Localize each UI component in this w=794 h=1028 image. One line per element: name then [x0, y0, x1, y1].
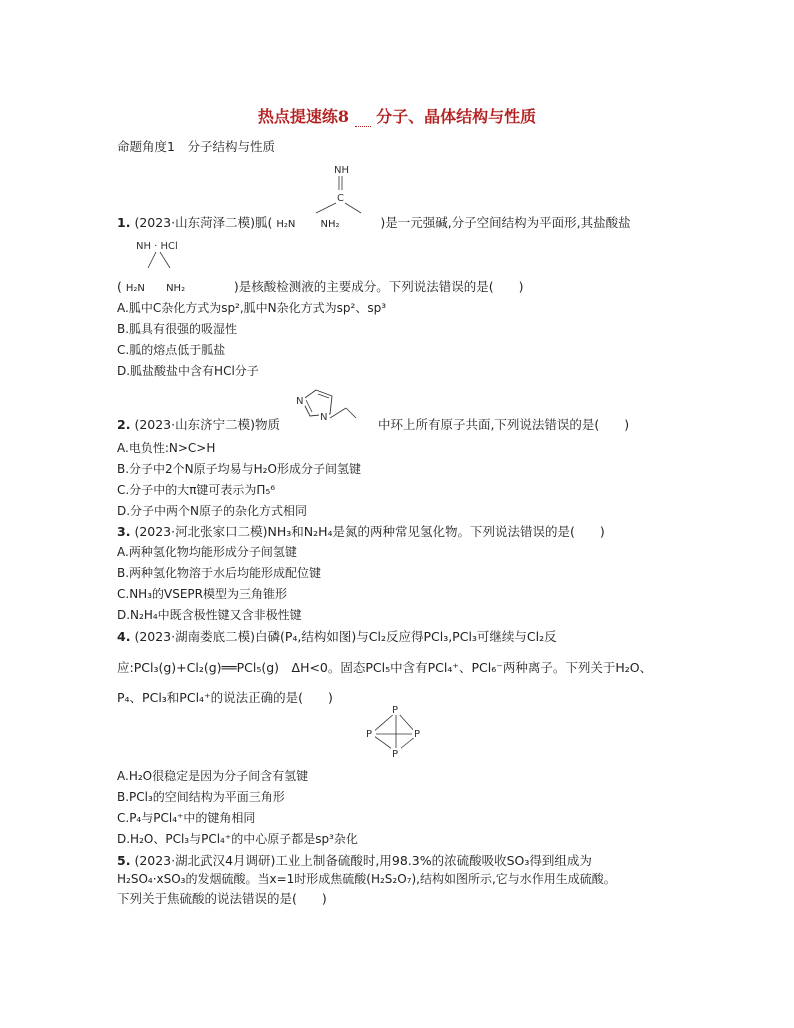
section-heading: 命题角度1 分子结构与性质: [117, 139, 275, 154]
p4-atom-left: P: [366, 729, 373, 740]
q3-option-b: B.两种氢化物溶于水后均能形成配位键: [117, 566, 322, 580]
q2-option-d: D.分子中两个N原子的杂化方式相同: [117, 504, 308, 518]
mol1-center: C: [337, 193, 344, 204]
q1-text1: )是一元强碱,分子空间结构为平面形,其盐酸盐: [380, 215, 631, 230]
q4-option-c: C.P₄与PCl₄⁺中的键角相同: [117, 811, 256, 825]
p4-tetrahedron: [340, 703, 430, 761]
q1-text2: )是核酸检测液的主要成分。下列说法错误的是( ): [233, 279, 524, 294]
q4-line1: [117, 627, 557, 645]
q4-option-d: D.H₂O、PCl₃与PCl₄⁺的中心原子都是sp³杂化: [117, 832, 358, 846]
q1-number: 1.: [117, 215, 131, 230]
q1-option-d: D.胍盐酸盐中含有HCl分子: [117, 364, 259, 378]
q1-paren: (: [117, 279, 122, 294]
page-title: [0, 104, 794, 127]
q5-line1: [117, 851, 592, 869]
p4-atom-bottom: P: [392, 749, 399, 760]
mol2-top: NH · HCl: [136, 241, 178, 252]
q2-option-c: C.分子中的大π键可表示为Π₅⁶: [117, 483, 276, 497]
mol1-right: NH₂: [320, 219, 340, 230]
q4-line3: P₄、PCl₃和PCl₄⁺的说法正确的是( ): [117, 690, 333, 705]
q4-text1: (2023·湖南娄底二模)白磷(P₄,结构如图)与Cl₂反应得PCl₃,PCl₃可继续与Cl₂反: [134, 629, 557, 644]
q5-line3: 下列关于焦硫酸的说法错误的是( ): [117, 891, 327, 906]
q2-option-a: A.电负性:N>C>H: [117, 441, 216, 455]
mol1-left: H₂N: [276, 219, 296, 230]
mol1-top: NH: [334, 165, 349, 176]
q2-option-b: B.分子中2个N原子均易与H₂O形成分子间氢键: [117, 462, 361, 476]
q4-number: 4.: [117, 629, 131, 644]
q3-text: (2023·河北张家口二模)NH₃和N₂H₄是氮的两种常见氢化物。下列说法错误的是( ): [134, 524, 605, 539]
q1-line2: [117, 277, 524, 295]
q1-mol2-bottom: [126, 283, 230, 294]
q1-option-a: A.胍中C杂化方式为sp²,胍中N杂化方式为sp²、sp³: [117, 301, 387, 315]
q5-number: 5.: [117, 853, 131, 868]
p4-atom-top: P: [392, 705, 399, 716]
q4-line2: 应:PCl₃(g)+Cl₂(g)══PCl₅(g) ΔH<0。固态PCl₅中含有PCl₄⁺、PCl₆⁻两种离子。下列关于H₂O、: [117, 660, 653, 675]
q3-option-d: D.N₂H₄中既含极性键又含非极性键: [117, 608, 302, 622]
q2-text1: 中环上所有原子共面,下列说法错误的是( ): [377, 417, 630, 432]
q4-option-a: A.H₂O很稳定是因为分子间含有氢键: [117, 769, 309, 783]
q5-text1: (2023·湖北武汉4月调研)工业上制备硫酸时,用98.3%的浓硫酸吸收SO₃得到组成为: [134, 853, 592, 868]
q2-source: (2023·山东济宁二模)物质: [134, 417, 280, 432]
q3-option-a: A.两种氢化物均能形成分子间氢键: [117, 545, 297, 559]
q3-number: 3.: [117, 524, 131, 539]
q1-option-c: C.胍的熔点低于胍盐: [117, 343, 226, 357]
imidazole-structure: [290, 382, 375, 432]
mol2-right: NH₂: [166, 283, 186, 294]
p4-atom-right: P: [414, 729, 421, 740]
q3-line1: [117, 522, 605, 540]
q1-line1: [117, 213, 631, 231]
q2-number: 2.: [117, 417, 131, 432]
q3-option-c: C.NH₃的VSEPR模型为三角锥形: [117, 587, 287, 601]
q1-source: (2023·山东菏泽二模)胍(: [134, 215, 273, 230]
title-sub: 分子、晶体结构与性质: [376, 107, 537, 126]
q1-mol1-bottom: [276, 219, 376, 230]
q1-option-b: B.胍具有很强的吸湿性: [117, 322, 238, 336]
imidazole-n2: N: [320, 412, 328, 423]
title-dots: [355, 107, 371, 127]
mol2-left: H₂N: [125, 283, 145, 294]
q5-line2: H₂SO₄·xSO₃的发烟硫酸。当x=1时形成焦硫酸(H₂S₂O₇),结构如图所示,它与水作用生成硫酸。: [117, 872, 616, 886]
guanidine-hcl-structure: [130, 236, 230, 276]
imidazole-n1: N: [296, 396, 304, 407]
title-main: 热点提速练8: [257, 107, 349, 126]
q4-option-b: B.PCl₃的空间结构为平面三角形: [117, 790, 285, 804]
